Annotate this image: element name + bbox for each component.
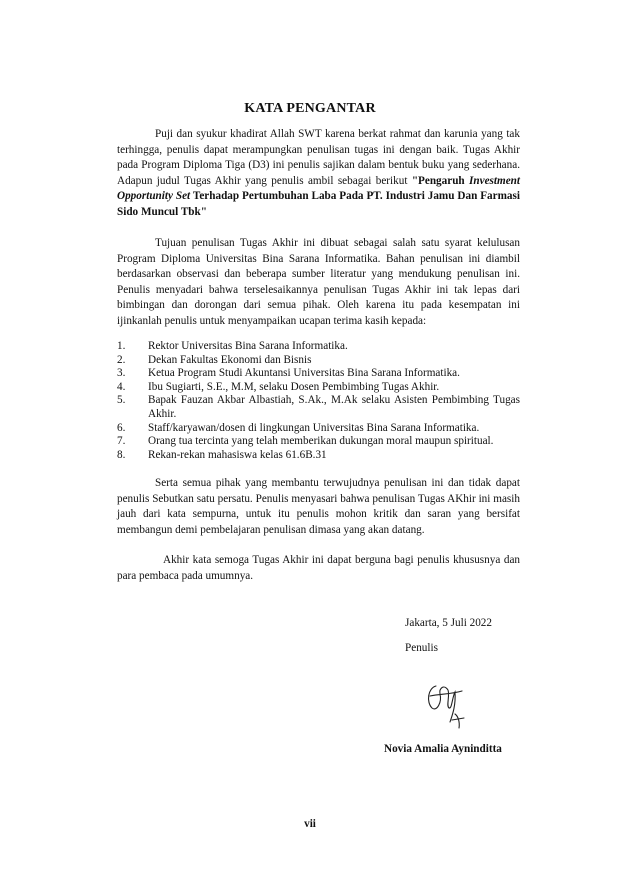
paragraph-closing xyxy=(117,553,520,584)
list-item-text: Orang tua tercinta yang telah memberikan dukungan moral maupun spiritual. xyxy=(148,435,494,448)
list-item-number: 4. xyxy=(117,380,126,393)
paragraph-purpose-text: Tujuan penulisan Tugas Akhir ini dibuat sebagai salah satu syarat kelulusan Program Diploma Universitas Bina Sarana Informatika. Bahan penulisan ini diambil berdasarkan observasi dan beberapa sumber literatur yang mendukung penulisan ini. Penulis menyadari bahwa terselesaikannya penulisan Tugas Akhir ini tak lepas dari bimbingan dan dorongan dari semua pihak. Oleh karena itu pada kesempatan ini ijinkanlah penulis untuk menyampaikan ucapan terima kasih kepada: xyxy=(117,237,520,327)
list-item-text: Bapak Fauzan Akbar Albastiah, S.Ak., M.Ak selaku Asisten Pembimbing Tugas Akhir. xyxy=(148,394,520,420)
list-item-text: Dekan Fakultas Ekonomi dan Bisnis xyxy=(148,353,312,366)
list-item-text: Ibu Sugiarti, S.E., M.M, selaku Dosen Pembimbing Tugas Akhir. xyxy=(148,380,440,393)
thesis-title: "Pengaruh Investment Opportunity Set Terhadap Pertumbuhan Laba Pada PT. Industri Jamu Dan Farmasi Sido Muncul Tbk" xyxy=(117,174,520,218)
list-item-number: 7. xyxy=(117,435,126,448)
paragraph-opening-text: Puji dan syukur khadirat Allah SWT karena berkat rahmat dan karunia yang tak terhingga, penulis dapat merampungkan penulisan tugas ini dengan baik. Tugas Akhir pada Program Diploma Tiga (D3) ini penulis sajikan dalam bentuk buku yang sederhana. Adapun judul Tugas Akhir yang penulis ambil sebagai berikut xyxy=(117,128,520,187)
signature-place-date: Jakarta, 5 Juli 2022 xyxy=(405,617,492,629)
paragraph-thanks-text: Serta semua pihak yang membantu terwujudnya penulisan ini dan tidak dapat penulis Sebutkan satu persatu. Penulis menyasari bahwa penulisan Tugas AKhir ini masih jauh dari kata sempurna, untuk itu penulis mohon kritik dan saran yang bersifat membangun demi pembelajaran penulisan dimasa yang akan datang. xyxy=(117,477,520,536)
signature-role: Penulis xyxy=(405,642,438,654)
thesis-title-italic: Investment Opportunity Set xyxy=(117,174,520,203)
page-number: vii xyxy=(304,818,316,830)
list-item xyxy=(117,367,520,381)
list-item-text: Ketua Program Studi Akuntansi Universitas Bina Sarana Informatika. xyxy=(148,367,460,380)
page-title: KATA PENGANTAR xyxy=(244,101,376,116)
list-item-text: Staff/karyawan/dosen di lingkungan Universitas Bina Sarana Informatika. xyxy=(148,421,480,434)
list-item xyxy=(117,381,520,395)
list-item-text: Rektor Universitas Bina Sarana Informatika. xyxy=(148,340,348,352)
list-item-number: 3. xyxy=(117,367,126,380)
list-item-text: Rekan-rekan mahasiswa kelas 61.6B.31 xyxy=(148,448,327,461)
paragraph-thanks xyxy=(117,476,520,538)
list-item xyxy=(117,435,520,449)
handwritten-signature xyxy=(422,676,470,732)
list-item xyxy=(117,340,520,354)
list-item-number: 1. xyxy=(117,340,126,352)
list-item-number: 2. xyxy=(117,353,126,366)
list-item-number: 8. xyxy=(117,448,126,461)
paragraph-opening xyxy=(117,127,520,221)
list-item-number: 6. xyxy=(117,421,126,434)
paragraph-closing-text: Akhir kata semoga Tugas Akhir ini dapat berguna bagi penulis khususnya dan para pembaca pada umumnya. xyxy=(117,554,520,582)
acknowledgement-list xyxy=(117,340,520,462)
signature-name: Novia Amalia Ayninditta xyxy=(384,743,502,755)
list-item xyxy=(117,394,520,421)
list-item xyxy=(117,354,520,368)
list-item-number: 5. xyxy=(117,394,126,407)
list-item xyxy=(117,422,520,436)
paragraph-purpose xyxy=(117,236,520,330)
list-item xyxy=(117,449,520,463)
